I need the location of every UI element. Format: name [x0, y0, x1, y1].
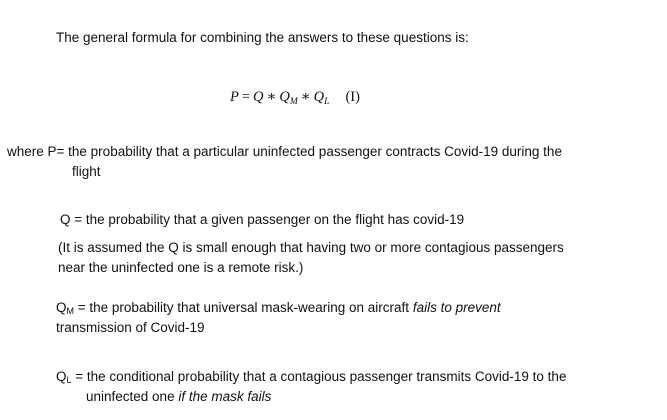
qm-definition-line-2: transmission of Covid-19 — [56, 320, 205, 335]
qm-text: = the probability that universal mask-wearing on aircraft — [74, 300, 413, 315]
formula-p: P — [230, 89, 239, 105]
formula-equals: = — [241, 89, 251, 105]
q-definition: Q = the probability that a given passenger on the flight has covid-19 — [60, 212, 465, 227]
where-line-1: where P= the probability that a particular uninfected passenger contracts Covid-19 during the — [7, 144, 562, 159]
formula — [230, 88, 360, 112]
qm-symbol: Q — [56, 300, 67, 315]
formula-qm: Q — [279, 89, 290, 105]
formula-qm-sub: M — [289, 97, 298, 107]
assumption-line-1: (It is assumed the Q is small enough that having two or more contagious passengers — [58, 240, 564, 255]
formula-ql-sub: L — [324, 97, 330, 107]
intro-text: The general formula for combining the answers to these questions is: — [56, 30, 469, 45]
ql-text-emphasis: if the mask fails — [178, 389, 272, 404]
ql-symbol: Q — [56, 369, 67, 384]
formula-tag: (I) — [345, 89, 360, 105]
ql-text: = the conditional probability that a contagious passenger transmits Covid-19 to the — [71, 369, 567, 384]
ql-symbol-sub: L — [66, 375, 72, 385]
formula-times-2: ∗ — [300, 89, 311, 105]
ql-definition-line-2 — [86, 387, 271, 406]
where-line-2: flight — [72, 164, 101, 179]
formula-times-1: ∗ — [266, 89, 277, 105]
ql-text-line-2: uninfected one — [86, 389, 179, 404]
assumption-line-2: near the uninfected one is a remote risk.) — [58, 260, 304, 275]
formula-q: Q — [253, 89, 264, 105]
qm-text-emphasis: fails to prevent — [412, 300, 501, 315]
formula-ql: Q — [313, 89, 325, 105]
qm-symbol-sub: M — [66, 306, 75, 316]
